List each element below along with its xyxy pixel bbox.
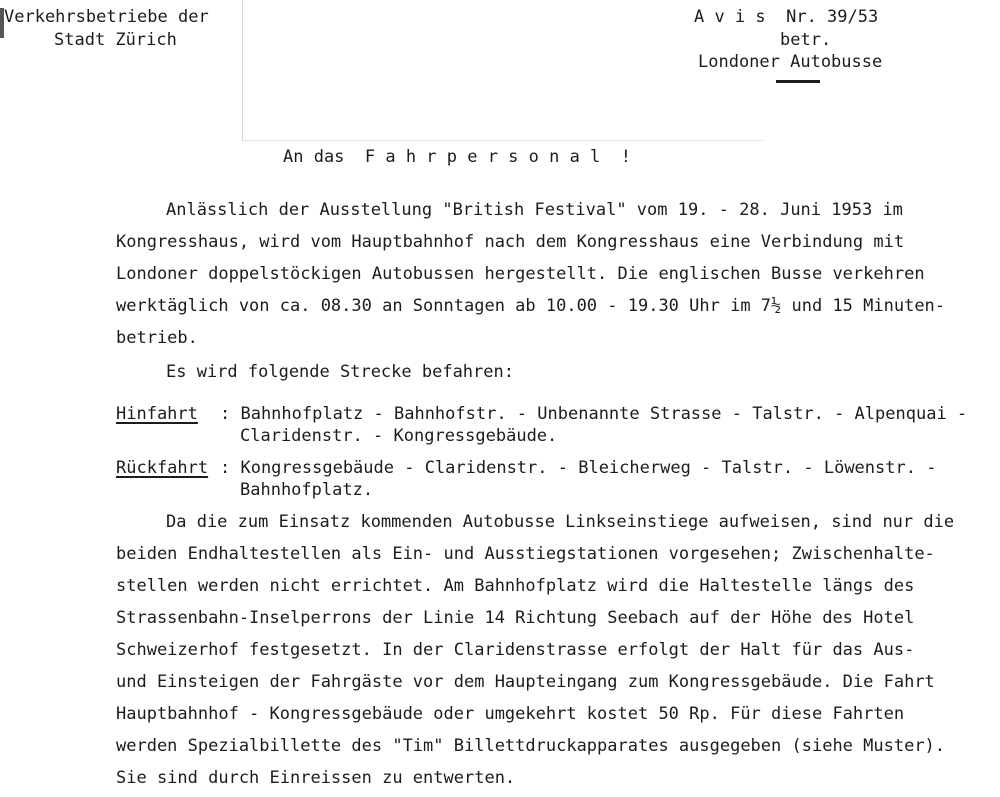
para2-line: Hauptbahnhof - Kongressgebäude oder umgekehrt kostet 50 Rp. Für diese Fahrten <box>116 704 905 724</box>
para2-line: Sie sind durch Einreissen zu entwerten. <box>116 768 516 788</box>
route-return-line: : Kongressgebäude - Claridenstr. - Bleicherweg - Talstr. - Löwenstr. - <box>220 458 937 478</box>
para2-line: und Einsteigen der Fahrgäste vor dem Haupteingang zum Kongressgebäude. Die Fahrt <box>116 672 935 692</box>
para2-line: Schweizerhof festgesetzt. In der Claridenstrasse erfolgt der Halt für das Aus- <box>116 640 915 660</box>
org-name-line1: Verkehrsbetriebe der <box>4 7 209 27</box>
notice-subject: Londoner Autobusse <box>698 52 883 72</box>
org-name-line2: Stadt Zürich <box>54 30 177 50</box>
route-outbound-line: : Bahnhofplatz - Bahnhofstr. - Unbenannte Strasse - Talstr. - Alpenquai - <box>220 404 968 424</box>
para2-line: Da die zum Einsatz kommenden Autobusse Linkseinstiege aufweisen, sind nur die <box>166 512 955 532</box>
para1-line: Kongresshaus, wird vom Hauptbahnhof nach dem Kongresshaus eine Verbindung mit <box>116 232 905 252</box>
subject-underline-bar <box>776 80 820 83</box>
pasteup-box <box>242 0 763 141</box>
route-label-return: Rückfahrt <box>116 458 209 478</box>
salutation: An das F a h r p e r s o n a l ! <box>283 147 631 167</box>
para2-line: stellen werden nicht errichtet. Am Bahnhofplatz wird die Haltestelle längs des <box>116 576 915 596</box>
para2-line: Strassenbahn-Inselperrons der Linie 14 Richtung Seebach auf der Höhe des Hotel <box>116 608 915 628</box>
route-outbound-line: Claridenstr. - Kongressgebäude. <box>240 426 558 446</box>
route-intro: Es wird folgende Strecke befahren: <box>166 362 514 382</box>
notice-number: A v i s Nr. 39/53 <box>694 7 879 27</box>
route-label-outbound: Hinfahrt <box>116 404 198 424</box>
route-return-line: Bahnhofplatz. <box>240 480 374 500</box>
para1-line: werktäglich von ca. 08.30 an Sonntagen ab 10.00 - 19.30 Uhr im 7½ und 15 Minuten- <box>116 296 946 316</box>
para1-line: Londoner doppelstöckigen Autobussen hergestellt. Die englischen Busse verkehren <box>116 264 925 284</box>
para1-line: betrieb. <box>116 328 198 348</box>
notice-subject-prefix: betr. <box>780 30 832 50</box>
para2-line: werden Spezialbillette des "Tim" Billettdruckapparates ausgegeben (siehe Muster). <box>116 736 946 756</box>
para2-line: beiden Endhaltestellen als Ein- und Ausstiegstationen vorgesehen; Zwischenhalte- <box>116 544 935 564</box>
para1-line: Anlässlich der Ausstellung "British Festival" vom 19. - 28. Juni 1953 im <box>166 200 903 220</box>
